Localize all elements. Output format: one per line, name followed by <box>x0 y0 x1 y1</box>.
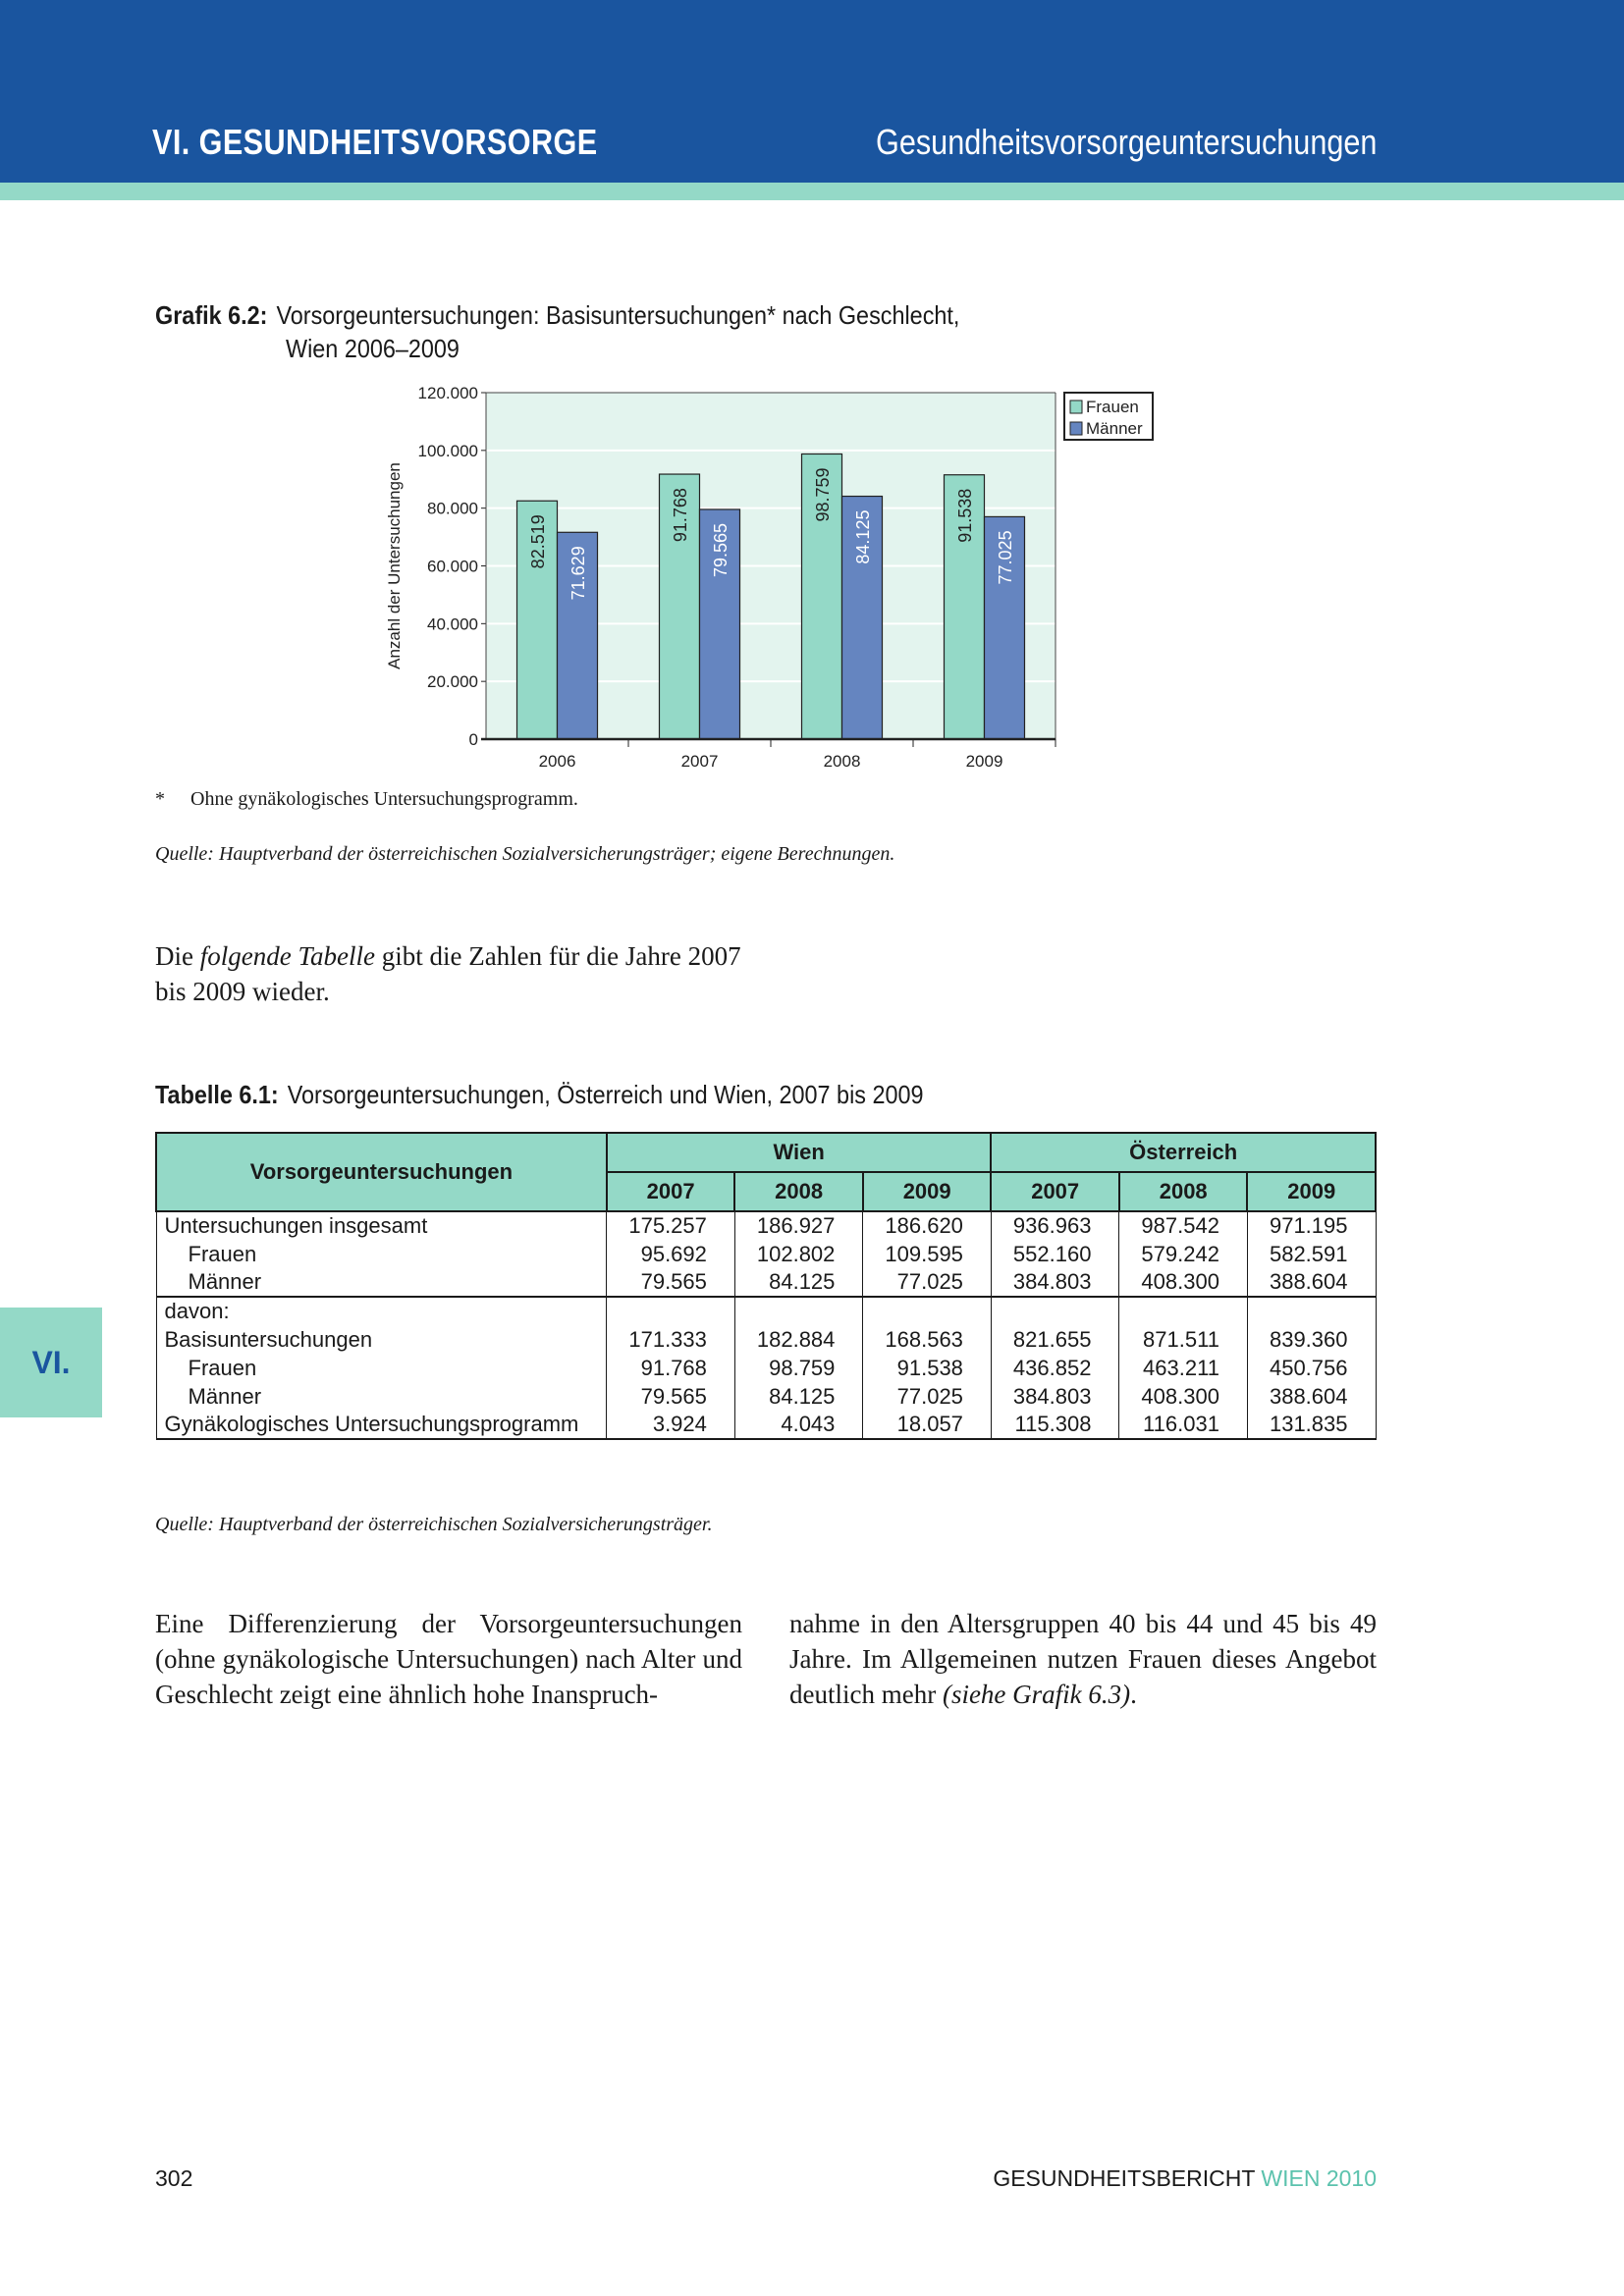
data-table <box>155 1132 1377 1440</box>
body-column-1: Eine Differenzierung der Vorsorgeuntersuchungen (ohne gynäkologische Untersuchungen) nach Alter und Geschlecht zeigt eine ähnlich hohe Inanspruch- <box>155 1609 742 1709</box>
figure-title: Vorsorgeuntersuchungen: Basisuntersuchungen* nach Geschlecht, <box>276 300 960 330</box>
data-label: 82.519 <box>528 514 548 569</box>
cell-value: 84.125 <box>734 1268 863 1297</box>
y-tick-label: 20.000 <box>427 672 478 692</box>
report-accent: WIEN 2010 <box>1261 2165 1377 2191</box>
row-label: davon: <box>156 1297 607 1325</box>
table-row <box>156 1411 1376 1439</box>
cell-value: 79.565 <box>607 1382 735 1411</box>
cell-value: 131.835 <box>1247 1411 1376 1439</box>
table-row <box>156 1354 1376 1382</box>
table-title: Vorsorgeuntersuchungen, Österreich und Wien, 2007 bis 2009 <box>287 1080 924 1109</box>
cell-value: 4.043 <box>734 1411 863 1439</box>
data-label: 71.629 <box>568 546 588 601</box>
cell-value: 115.308 <box>991 1411 1119 1439</box>
cell-value: 102.802 <box>734 1240 863 1268</box>
cell-value: 839.360 <box>1247 1325 1376 1354</box>
y-tick-label: 80.000 <box>427 499 478 518</box>
cell-value: 18.057 <box>863 1411 992 1439</box>
cell-value: 408.300 <box>1119 1382 1248 1411</box>
report-title <box>993 2165 1377 2192</box>
row-label: Basisuntersuchungen <box>156 1325 607 1354</box>
table-row <box>156 1268 1376 1297</box>
cell-value: 91.768 <box>607 1354 735 1382</box>
row-label: Frauen <box>156 1354 607 1382</box>
table-row <box>156 1325 1376 1354</box>
year-header: 2007 <box>607 1172 735 1211</box>
header-accent-strip <box>0 183 1624 200</box>
figure-label: Grafik 6.2: <box>155 300 268 330</box>
table-caption <box>155 1080 924 1110</box>
section-title: Gesundheitsvorsorgeuntersuchungen <box>875 122 1377 162</box>
bar-chart <box>373 378 1178 780</box>
col2-reference: (siehe Grafik 6.3) <box>942 1680 1131 1709</box>
cell-value: 79.565 <box>607 1268 735 1297</box>
cell-value <box>991 1297 1119 1325</box>
cell-value: 77.025 <box>863 1382 992 1411</box>
page-number: 302 <box>155 2165 193 2191</box>
cell-value: 463.211 <box>1119 1354 1248 1382</box>
x-tick-label: 2008 <box>823 752 861 771</box>
data-label: 91.538 <box>955 488 975 543</box>
cell-value: 171.333 <box>607 1325 735 1354</box>
year-header: 2009 <box>1247 1172 1376 1211</box>
report-name: GESUNDHEITSBERICHT <box>993 2165 1262 2191</box>
year-header: 2008 <box>734 1172 863 1211</box>
y-tick-label: 0 <box>468 730 478 749</box>
figure-footnote <box>155 788 578 811</box>
table-row <box>156 1297 1376 1325</box>
cell-value <box>607 1297 735 1325</box>
data-label: 77.025 <box>996 530 1015 585</box>
cell-value <box>863 1297 992 1325</box>
cell-value: 987.542 <box>1119 1211 1248 1240</box>
cell-value: 168.563 <box>863 1325 992 1354</box>
year-header: 2009 <box>863 1172 992 1211</box>
data-label: 79.565 <box>711 522 731 578</box>
chapter-title: VI. GESUNDHEITSVORSORGE <box>152 122 598 162</box>
intro-pre: Die <box>155 941 200 971</box>
cell-value: 821.655 <box>991 1325 1119 1354</box>
cell-value: 175.257 <box>607 1211 735 1240</box>
footnote-mark: * <box>155 788 165 810</box>
cell-value <box>734 1297 863 1325</box>
data-label: 84.125 <box>853 509 873 564</box>
cell-value: 552.160 <box>991 1240 1119 1268</box>
y-tick-label: 40.000 <box>427 614 478 634</box>
cell-value: 388.604 <box>1247 1382 1376 1411</box>
intro-emphasis: folgende Tabelle <box>199 941 375 971</box>
cell-value: 436.852 <box>991 1354 1119 1382</box>
legend-label: Frauen <box>1086 398 1139 416</box>
cell-value: 3.924 <box>607 1411 735 1439</box>
x-tick-label: 2006 <box>538 752 576 771</box>
figure-title-line2: Wien 2006–2009 <box>286 334 460 363</box>
row-label: Untersuchungen insgesamt <box>156 1211 607 1240</box>
intro-line2: bis 2009 wieder. <box>155 977 330 1006</box>
group-header: Österreich <box>991 1133 1376 1172</box>
intro-paragraph <box>155 938 741 1009</box>
cell-value: 579.242 <box>1119 1240 1248 1268</box>
year-header: 2007 <box>991 1172 1119 1211</box>
cell-value: 182.884 <box>734 1325 863 1354</box>
data-label: 98.759 <box>813 467 833 522</box>
body-column-2 <box>789 1606 1377 1712</box>
col2-text: nahme in den Altersgruppen 40 bis 44 und 45 bis 49 Jahre. Im Allgemeinen nutzen Frauen dieses Angebot deutlich mehr <box>789 1609 1377 1709</box>
y-tick-label: 100.000 <box>417 441 478 460</box>
table-label: Tabelle 6.1: <box>155 1080 279 1109</box>
cell-value: 84.125 <box>734 1382 863 1411</box>
row-label: Gynäkologisches Untersuchungsprogramm <box>156 1411 607 1439</box>
row-label: Männer <box>156 1268 607 1297</box>
cell-value: 186.927 <box>734 1211 863 1240</box>
cell-value: 971.195 <box>1247 1211 1376 1240</box>
footnote-text: Ohne gynäkologisches Untersuchungsprogramm. <box>190 788 578 810</box>
x-tick-label: 2007 <box>680 752 719 771</box>
cell-value: 450.756 <box>1247 1354 1376 1382</box>
cell-value: 936.963 <box>991 1211 1119 1240</box>
cell-value <box>1119 1297 1248 1325</box>
cell-value: 109.595 <box>863 1240 992 1268</box>
figure-caption <box>155 300 959 331</box>
x-tick-label: 2009 <box>965 752 1003 771</box>
y-axis-label: Anzahl der Untersuchungen <box>385 462 404 669</box>
cell-value: 116.031 <box>1119 1411 1248 1439</box>
legend-swatch <box>1070 422 1082 435</box>
group-header: Wien <box>607 1133 992 1172</box>
row-label: Männer <box>156 1382 607 1411</box>
chapter-side-tab: VI. <box>0 1308 102 1417</box>
cell-value: 871.511 <box>1119 1325 1248 1354</box>
cell-value: 388.604 <box>1247 1268 1376 1297</box>
table-source: Quelle: Hauptverband der österreichischen Sozialversicherungsträger. <box>155 1514 713 1535</box>
table-row <box>156 1382 1376 1411</box>
legend-swatch <box>1070 400 1082 413</box>
intro-post: gibt die Zahlen für die Jahre 2007 <box>374 941 741 971</box>
y-tick-label: 60.000 <box>427 557 478 576</box>
year-header: 2008 <box>1119 1172 1248 1211</box>
data-label: 91.768 <box>671 488 690 543</box>
col2-end: . <box>1130 1680 1137 1709</box>
cell-value: 98.759 <box>734 1354 863 1382</box>
cell-value: 384.803 <box>991 1268 1119 1297</box>
cell-value: 91.538 <box>863 1354 992 1382</box>
table-row <box>156 1240 1376 1268</box>
row-header: Vorsorgeuntersuchungen <box>156 1133 607 1211</box>
cell-value: 95.692 <box>607 1240 735 1268</box>
table-row <box>156 1211 1376 1240</box>
cell-value: 77.025 <box>863 1268 992 1297</box>
cell-value <box>1247 1297 1376 1325</box>
cell-value: 408.300 <box>1119 1268 1248 1297</box>
cell-value: 384.803 <box>991 1382 1119 1411</box>
legend-label: Männer <box>1086 419 1143 438</box>
figure-source: Quelle: Hauptverband der österreichischen Sozialversicherungsträger; eigene Berechnungen. <box>155 843 895 865</box>
row-label: Frauen <box>156 1240 607 1268</box>
cell-value: 186.620 <box>863 1211 992 1240</box>
y-tick-label: 120.000 <box>417 384 478 402</box>
cell-value: 582.591 <box>1247 1240 1376 1268</box>
